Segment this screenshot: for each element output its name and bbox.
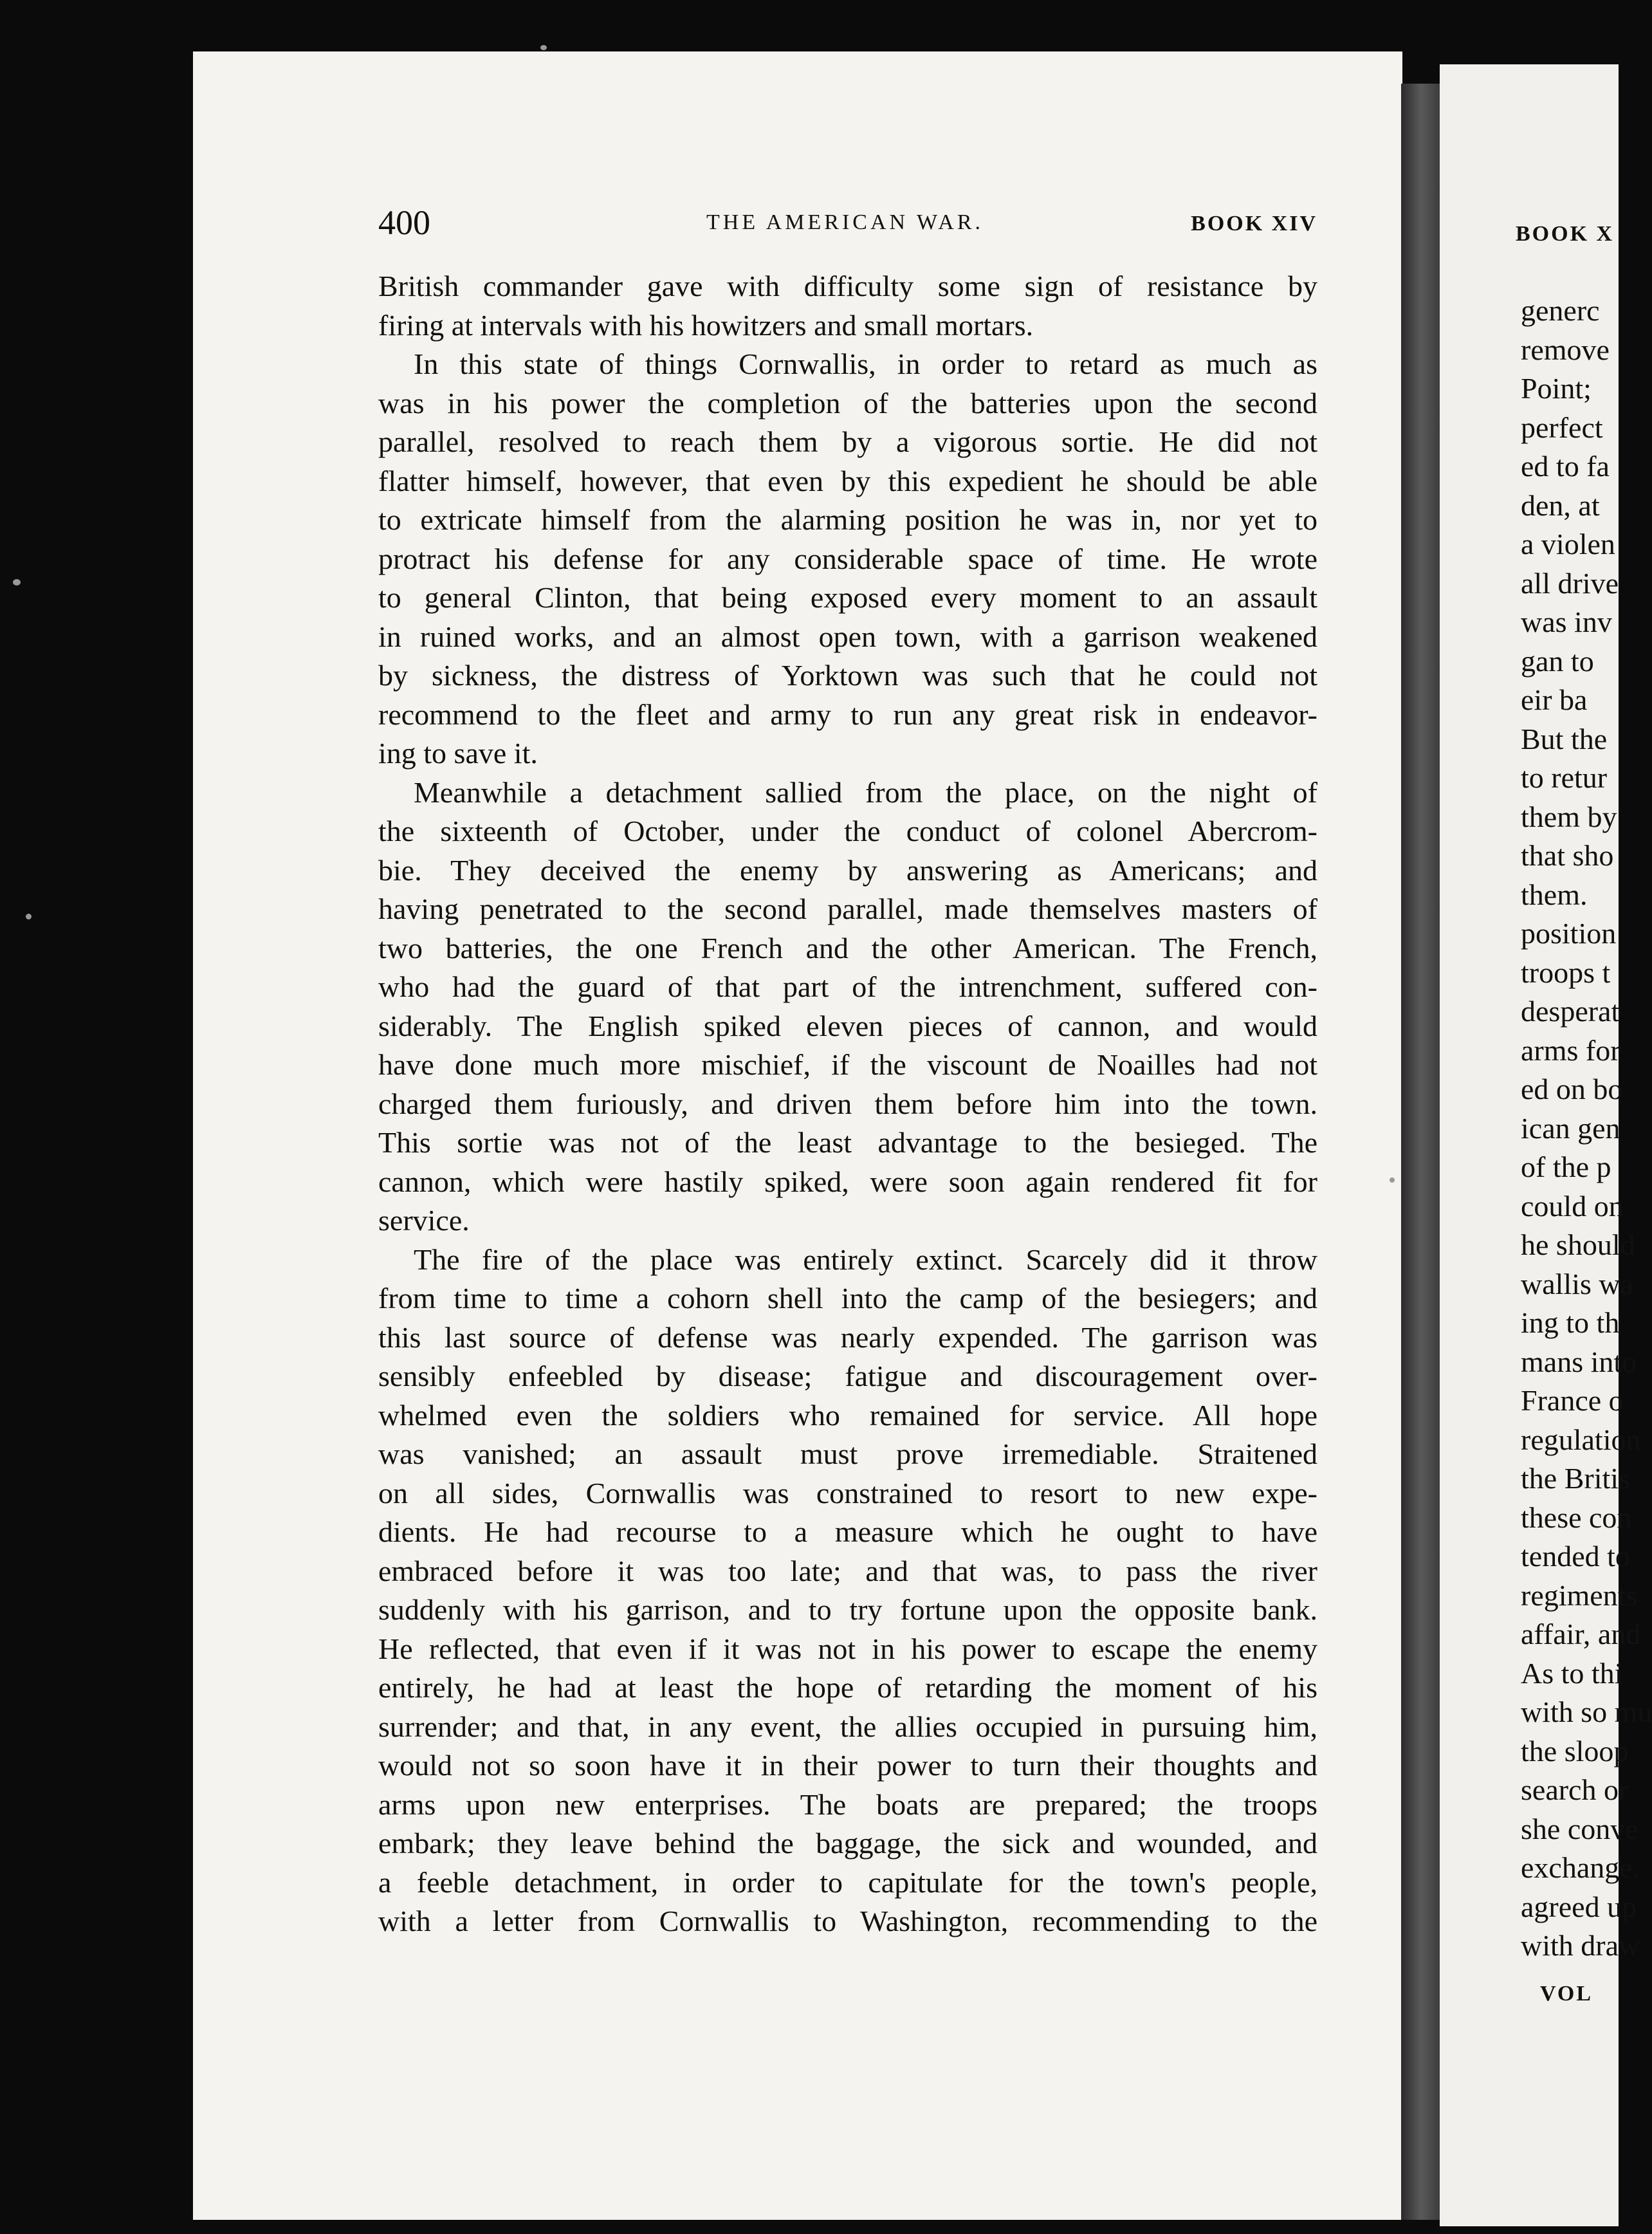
text-line: this last source of defense was nearly expended. The garrison was [378, 1320, 1317, 1354]
body-text [378, 267, 1317, 1941]
text-line: bie. They deceived the enemy by answering as Americans; and [378, 853, 1317, 887]
text-line: In this state of things Cornwallis, in order to retard as much as [414, 347, 1317, 380]
right-text-line: position [1521, 917, 1617, 950]
text-line: by sickness, the distress of Yorktown was such that he could not [378, 659, 1317, 692]
right-text-line: was inv [1521, 605, 1612, 638]
text-line: in ruined works, and an almost open town, with a garrison weakened [378, 620, 1317, 653]
right-text-line: she conve [1521, 1812, 1638, 1845]
right-page-header: BOOK X [1516, 222, 1615, 246]
right-text-line: with so mu [1521, 1695, 1652, 1728]
right-text-line: with draw [1521, 1929, 1640, 1962]
right-text-line: France o [1521, 1384, 1624, 1417]
text-line: parallel, resolved to reach them by a vigorous sortie. He did not [378, 425, 1317, 458]
right-text-line: desperat [1521, 995, 1620, 1028]
right-text-line: all drive [1521, 566, 1619, 600]
text-line: Meanwhile a detachment sallied from the place, on the night of [414, 775, 1317, 809]
page-header [378, 203, 1317, 248]
text-line: to general Clinton, that being exposed every moment to an assault [378, 581, 1317, 614]
right-text-line: wallis wa [1521, 1267, 1634, 1300]
book-gutter [1401, 84, 1441, 2220]
paper-speck [26, 914, 32, 919]
right-text-line: that sho [1521, 839, 1614, 872]
text-line: The fire of the place was entirely extinct. Scarcely did it throw [414, 1242, 1317, 1276]
right-text-line: affair, and [1521, 1618, 1641, 1650]
right-text-line: ed on bo [1521, 1073, 1623, 1105]
text-line: ing to save it. [378, 737, 538, 770]
right-text-line: he should [1521, 1228, 1635, 1261]
text-line: the sixteenth of October, under the conduct of colonel Abercrom- [378, 815, 1317, 847]
right-text-line: regulation [1521, 1423, 1641, 1456]
right-text-line: to retur [1521, 761, 1608, 794]
text-line: embraced before it was too late; and that was, to pass the river [378, 1554, 1317, 1587]
right-text-line: generc [1521, 294, 1600, 327]
text-line: recommend to the fleet and army to run any great risk in endeavor- [378, 697, 1317, 731]
text-line: flatter himself, however, that even by this expedient he should be able [378, 464, 1317, 497]
right-text-line: mans into [1521, 1345, 1637, 1378]
right-text-line: exchange. [1521, 1851, 1640, 1884]
text-line: He reflected, that even if it was not in his power to escape the enemy [378, 1632, 1317, 1665]
right-page-lines [1521, 291, 1652, 1966]
right-text-line: agreed up [1521, 1890, 1637, 1923]
text-line: whelmed even the soldiers who remained for service. All hope [378, 1398, 1317, 1432]
text-line: service. [378, 1204, 470, 1237]
right-text-line: these con [1521, 1500, 1632, 1534]
text-line: who had the guard of that part of the intrenchment, suffered con- [378, 970, 1317, 1003]
text-line: entirely, he had at least the hope of retarding the moment of his [378, 1671, 1317, 1704]
right-text-line: Point; [1521, 372, 1592, 405]
right-page-text [1516, 222, 1652, 2006]
text-line: This sortie was not of the least advantage to the besieged. The [378, 1126, 1317, 1159]
text-line: was vanished; an assault must prove irremediable. Straitened [378, 1437, 1317, 1470]
right-text-line: gan to [1521, 644, 1594, 678]
text-line: charged them furiously, and driven them before him into the town. [378, 1087, 1317, 1120]
right-text-line: den, at [1521, 488, 1600, 522]
text-line: would not so soon have it in their power to turn their thoughts and [378, 1749, 1317, 1782]
right-text-line: search or [1521, 1773, 1629, 1806]
text-line: sensibly enfeebled by disease; fatigue and discouragement over- [378, 1360, 1317, 1392]
text-line: British commander gave with difficulty some sign of resistance by [378, 270, 1317, 302]
text-line: a feeble detachment, in order to capitulate for the town's people, [378, 1865, 1317, 1899]
right-text-line: eir ba [1521, 683, 1588, 716]
text-line: siderably. The English spiked eleven pieces of cannon, and would [378, 1009, 1317, 1042]
text-line: suddenly with his garrison, and to try fortune upon the opposite bank. [378, 1593, 1317, 1626]
text-line: to extricate himself from the alarming position he was in, nor yet to [378, 503, 1317, 536]
paper-speck [13, 579, 21, 586]
text-line: protract his defense for any considerable space of time. He wrote [378, 542, 1317, 575]
text-line: have done much more mischief, if the viscount de Noailles had not [378, 1048, 1317, 1081]
page-number: 400 [378, 203, 430, 242]
right-text-line: ican gen [1521, 1111, 1620, 1145]
right-text-line: But the [1521, 722, 1608, 755]
right-text-line: remove [1521, 333, 1610, 366]
paper-speck [1390, 1177, 1395, 1183]
text-line: having penetrated to the second parallel, made themselves masters of [378, 892, 1317, 925]
right-text-line: the Britis [1521, 1462, 1630, 1495]
text-line: surrender; and that, in any event, the allies occupied in pursuing him, [378, 1710, 1317, 1743]
text-line: arms upon new enterprises. The boats are prepared; the troops [378, 1787, 1317, 1821]
text-line: from time to time a cohorn shell into the camp of the besiegers; and [378, 1282, 1317, 1315]
text-line: two batteries, the one French and the other American. The French, [378, 931, 1317, 965]
text-line: with a letter from Cornwallis to Washington, recommending to the [378, 1905, 1317, 1937]
right-page-footer: VOL [1540, 1981, 1593, 2006]
right-text-line: ed to fa [1521, 450, 1610, 483]
right-text-line: regiments [1521, 1578, 1638, 1612]
right-text-line: the sloop [1521, 1734, 1629, 1768]
book-label: BOOK XIV [1191, 212, 1317, 235]
right-text-line: a violen [1521, 528, 1615, 560]
text-line: was in his power the completion of the batteries upon the second [378, 386, 1317, 420]
right-text-line: ing to th [1521, 1306, 1620, 1339]
right-text-line: them by [1521, 800, 1617, 833]
text-line: cannon, which were hastily spiked, were soon again rendered fit for [378, 1165, 1317, 1198]
right-text-line: troops t [1521, 955, 1611, 989]
right-text-line: of the p [1521, 1150, 1611, 1183]
right-text-line: arms for [1521, 1033, 1620, 1067]
right-text-line: As to thi [1521, 1656, 1623, 1690]
paper-speck [540, 45, 547, 50]
right-text-line: them. [1521, 878, 1588, 911]
text-line: dients. He had recourse to a measure which he ought to have [378, 1515, 1317, 1548]
text-line: embark; they leave behind the baggage, the sick and wounded, and [378, 1827, 1317, 1860]
right-text-line: perfect [1521, 411, 1603, 444]
right-text-line: could on [1521, 1189, 1624, 1223]
right-text-line: tended to [1521, 1540, 1630, 1573]
text-line: firing at intervals with his howitzers and small mortars. [378, 308, 1034, 342]
text-line: on all sides, Cornwallis was constrained to resort to new expe- [378, 1476, 1317, 1509]
running-title: THE AMERICAN WAR. [706, 210, 984, 234]
